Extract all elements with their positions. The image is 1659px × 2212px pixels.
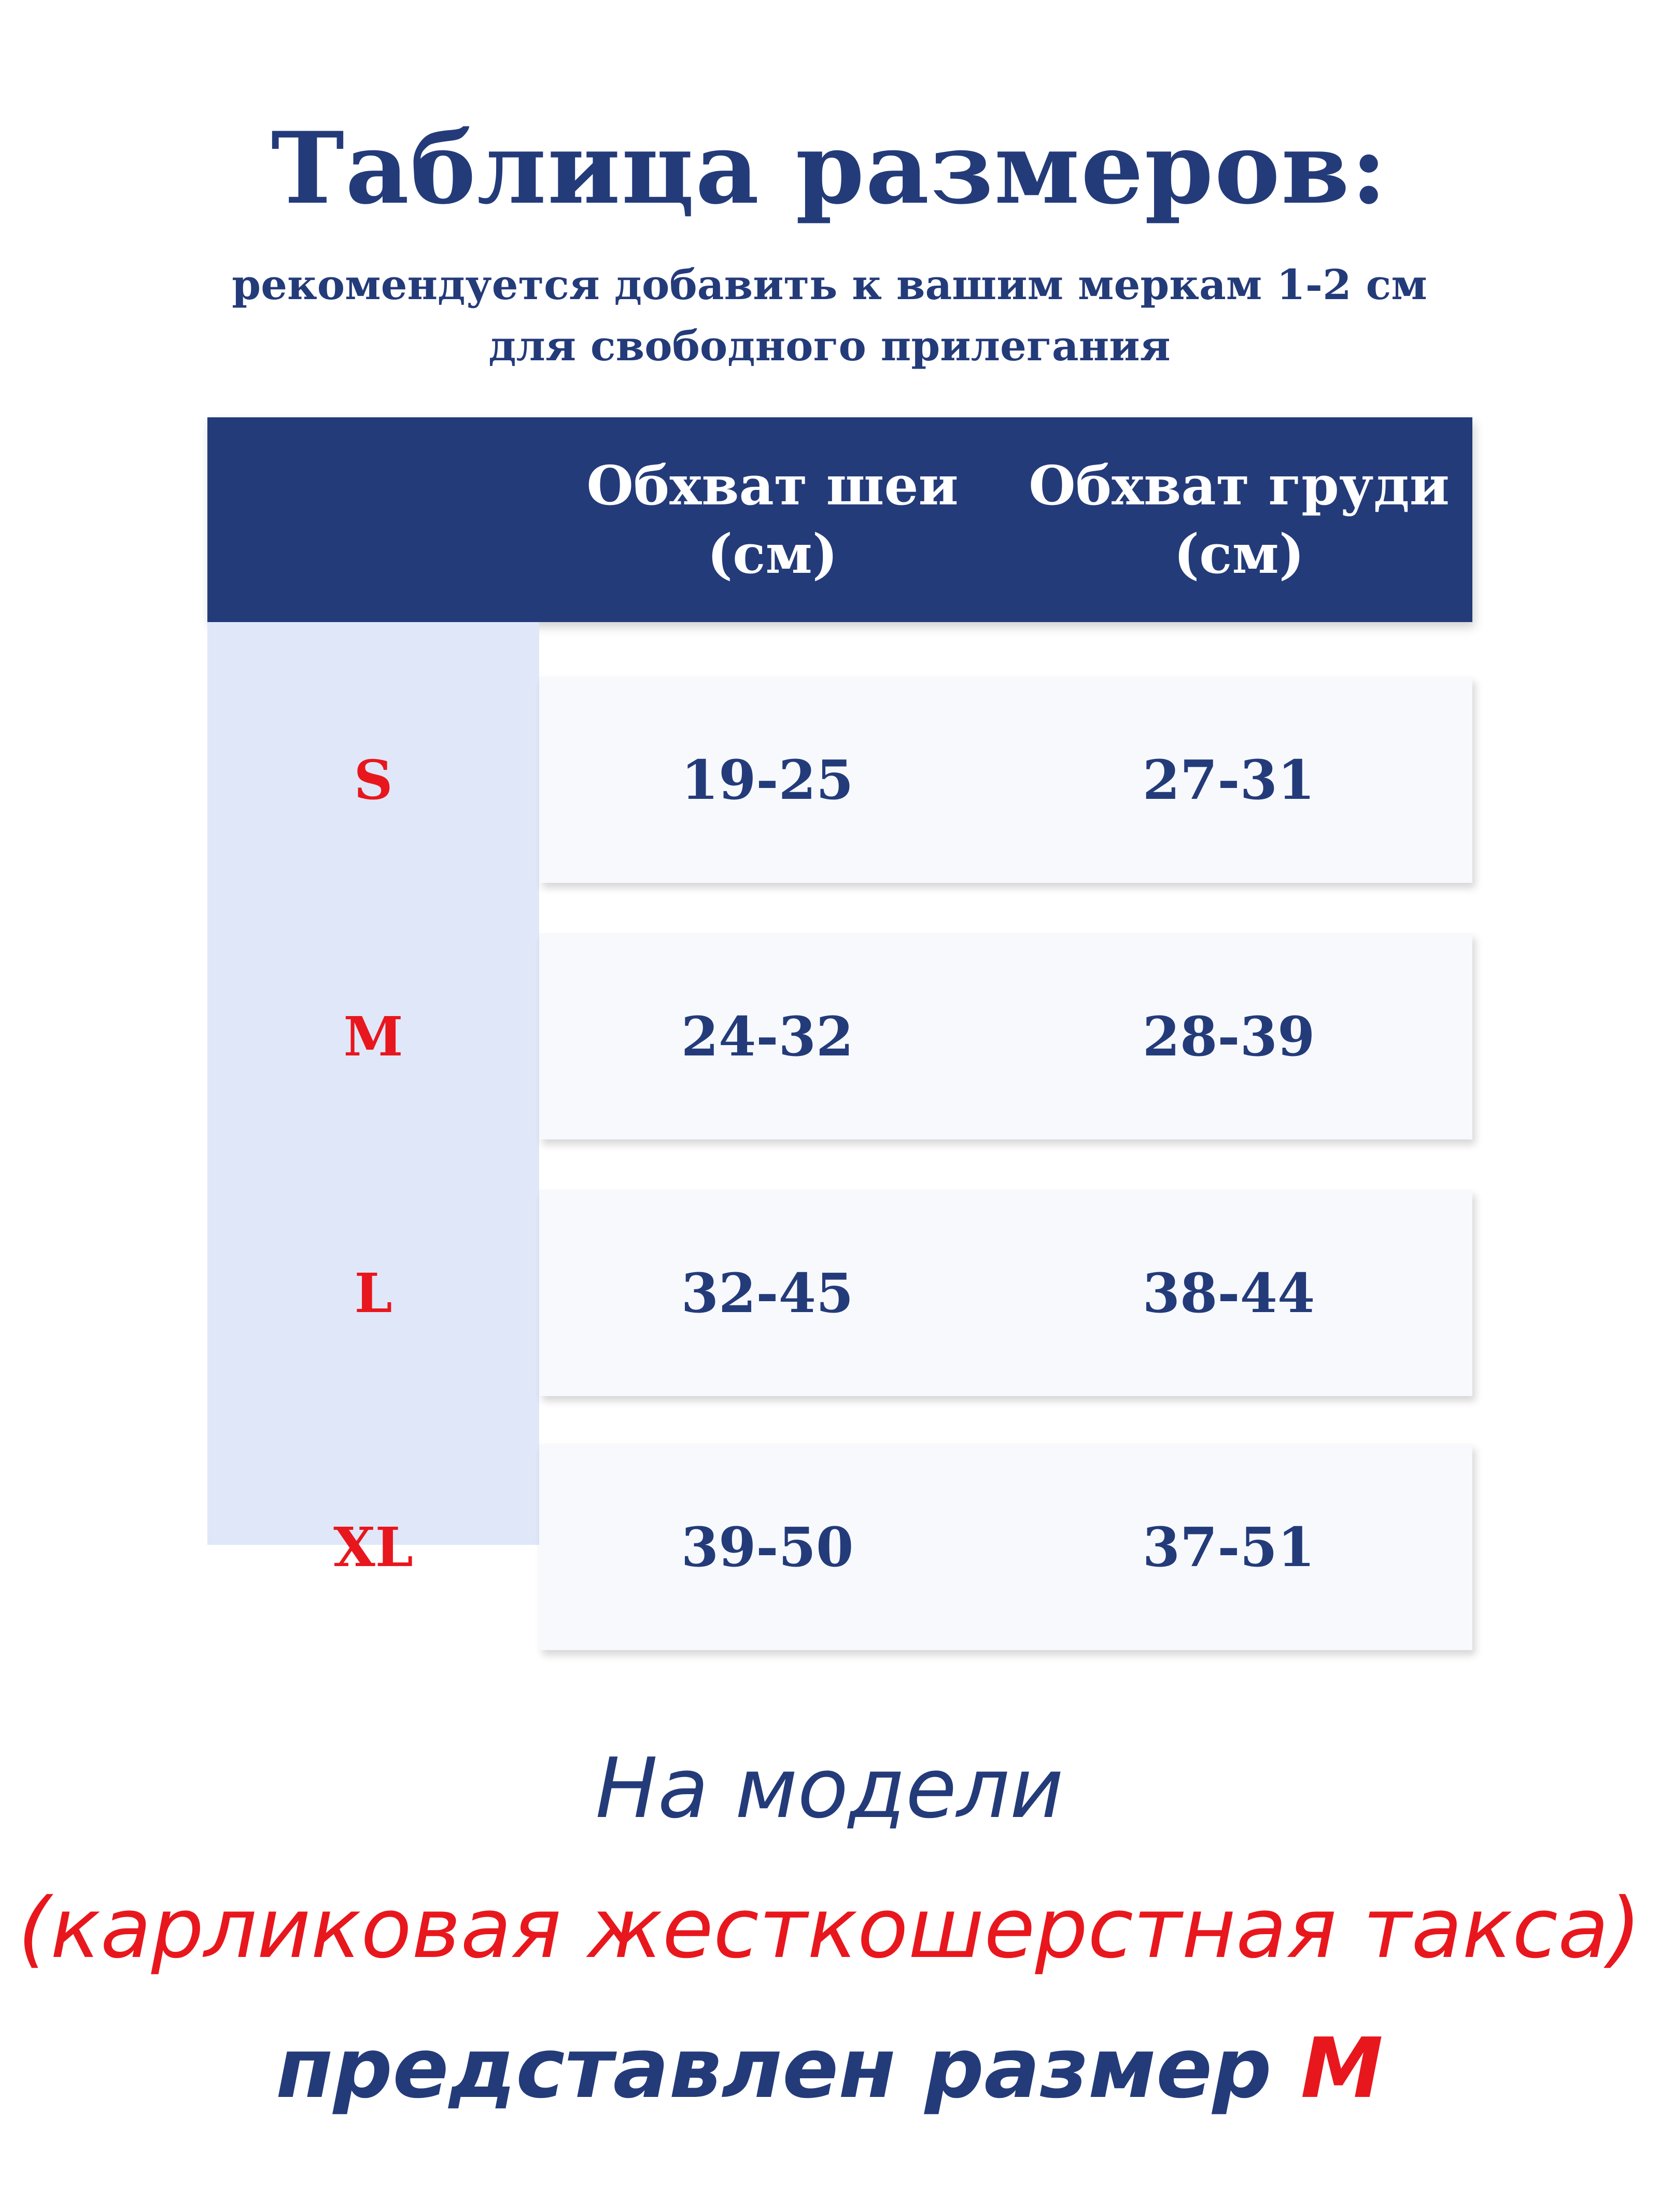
header-chest (1006, 417, 1472, 622)
chest-value: 37-51 (1142, 1515, 1315, 1579)
header-chest-unit: (см) (1173, 522, 1305, 586)
table-row (539, 677, 1472, 883)
model-size: M (1300, 2020, 1383, 2117)
size-table (207, 417, 1472, 1646)
chest-value: 27-31 (1142, 748, 1315, 812)
subtitle (0, 254, 1659, 376)
neck-value: 24-32 (681, 1004, 854, 1068)
header-neck-label: Обхват шеи (586, 453, 959, 517)
chest-value: 38-44 (1142, 1261, 1315, 1325)
chest-value: 28-39 (1142, 1004, 1315, 1068)
size-label-l: L (354, 1261, 392, 1325)
header-neck (539, 417, 1006, 622)
model-note-line-2: (карликовая жесткошерстная такса) (18, 1880, 1641, 1977)
model-note-text: представлен размер (276, 2020, 1272, 2117)
neck-value: 39-50 (681, 1515, 854, 1579)
header-neck-unit: (см) (707, 522, 838, 586)
table-row (539, 1190, 1472, 1396)
page-title: Таблица размеров: (271, 110, 1388, 226)
table-row (539, 1444, 1472, 1650)
neck-value: 32-45 (681, 1261, 854, 1325)
size-label-m: M (343, 1004, 403, 1068)
model-note-line-1: На модели (595, 1740, 1064, 1837)
model-note-line-3 (0, 2020, 1659, 2117)
neck-value: 19-25 (681, 748, 854, 812)
subtitle-line-1: рекомендуется добавить к вашим меркам 1-2 см (232, 260, 1427, 309)
size-label-xl: XL (333, 1515, 413, 1579)
subtitle-line-2: для свободного прилегания (488, 321, 1171, 370)
header-chest-label: Обхват груди (1029, 453, 1450, 517)
table-row (539, 933, 1472, 1139)
table-header (207, 417, 1472, 622)
size-label-s: S (354, 748, 393, 812)
